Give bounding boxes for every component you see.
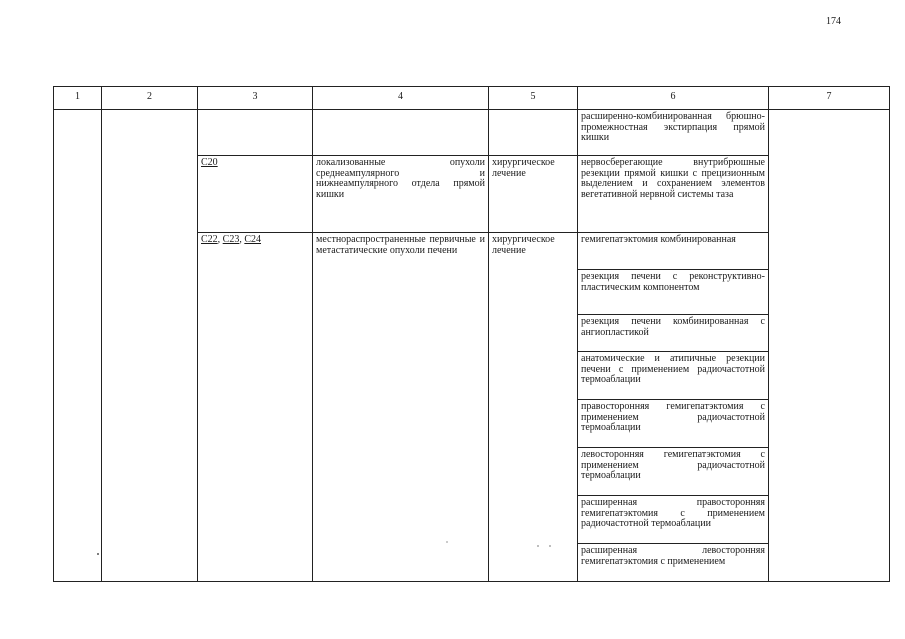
treatment-cell: гемигепатэктомия комбинированная xyxy=(578,233,769,270)
col3-cell xyxy=(198,110,313,156)
scan-speck xyxy=(97,553,99,555)
col4-cell xyxy=(313,110,489,156)
treatment-cell: нервосберегающие внутрибрюшные резекции прямой кишки с прецизионным выделением и сохранением элементов вегетативной нервной системы таза xyxy=(578,156,769,233)
header-cell-2: 2 xyxy=(102,87,198,110)
treatment-type-cell: хирургическое лечение xyxy=(489,233,578,582)
diagnosis-cell: местнораспространенные первичные и метастатические опухоли печени xyxy=(313,233,489,582)
icd-code-link[interactable]: С23 xyxy=(222,234,240,245)
header-cell-3: 3 xyxy=(198,87,313,110)
treatment-cell: анатомические и атипичные резекции печени с применением радиочастотной термоаблации xyxy=(578,352,769,400)
diagnosis-cell: локализованные опухоли среднеампулярного и нижнеампулярного отдела прямой кишки xyxy=(313,156,489,233)
icd-code-link[interactable]: С24 xyxy=(244,234,262,245)
col7-cell xyxy=(769,110,890,582)
header-cell-6: 6 xyxy=(578,87,769,110)
treatment-type-cell: хирургическое лечение xyxy=(489,156,578,233)
procedures-table xyxy=(53,86,890,582)
treatment-cell: расширенная левосторонняя гемигепатэктомия с применением xyxy=(578,544,769,582)
treatment-cell: расширенно-комбинированная брюшно-промежностная экстирпация прямой кишки xyxy=(578,110,769,156)
header-cell-5: 5 xyxy=(489,87,578,110)
scan-speck xyxy=(446,541,448,543)
code-separator: , xyxy=(217,234,223,245)
icd-code-cell xyxy=(198,156,313,233)
icd-code-cell xyxy=(198,233,313,582)
treatment-cell: правосторонняя гемигепатэктомия с применением радиочастотной термоаблации xyxy=(578,400,769,448)
header-row xyxy=(54,87,890,110)
header-cell-4: 4 xyxy=(313,87,489,110)
col1-cell xyxy=(54,110,102,582)
col5-cell xyxy=(489,110,578,156)
header-cell-1: 1 xyxy=(54,87,102,110)
table-row xyxy=(54,110,890,156)
page-number: 174 xyxy=(826,16,841,27)
treatment-cell: резекция печени комбинированная с ангиопластикой xyxy=(578,315,769,352)
treatment-cell: расширенная правосторонняя гемигепатэктомия с применением радиочастотной термоаблации xyxy=(578,496,769,544)
treatment-cell: резекция печени с реконструктивно-пластическим компонентом xyxy=(578,270,769,315)
icd-code-link[interactable]: С22 xyxy=(201,234,218,245)
scan-speck xyxy=(549,545,551,547)
scan-speck xyxy=(537,545,539,547)
col2-cell xyxy=(102,110,198,582)
treatment-cell: левосторонняя гемигепатэктомия с применением радиочастотной термоаблации xyxy=(578,448,769,496)
header-cell-7: 7 xyxy=(769,87,890,110)
code-separator: , xyxy=(239,234,245,245)
icd-code-link[interactable]: С20 xyxy=(201,157,218,168)
